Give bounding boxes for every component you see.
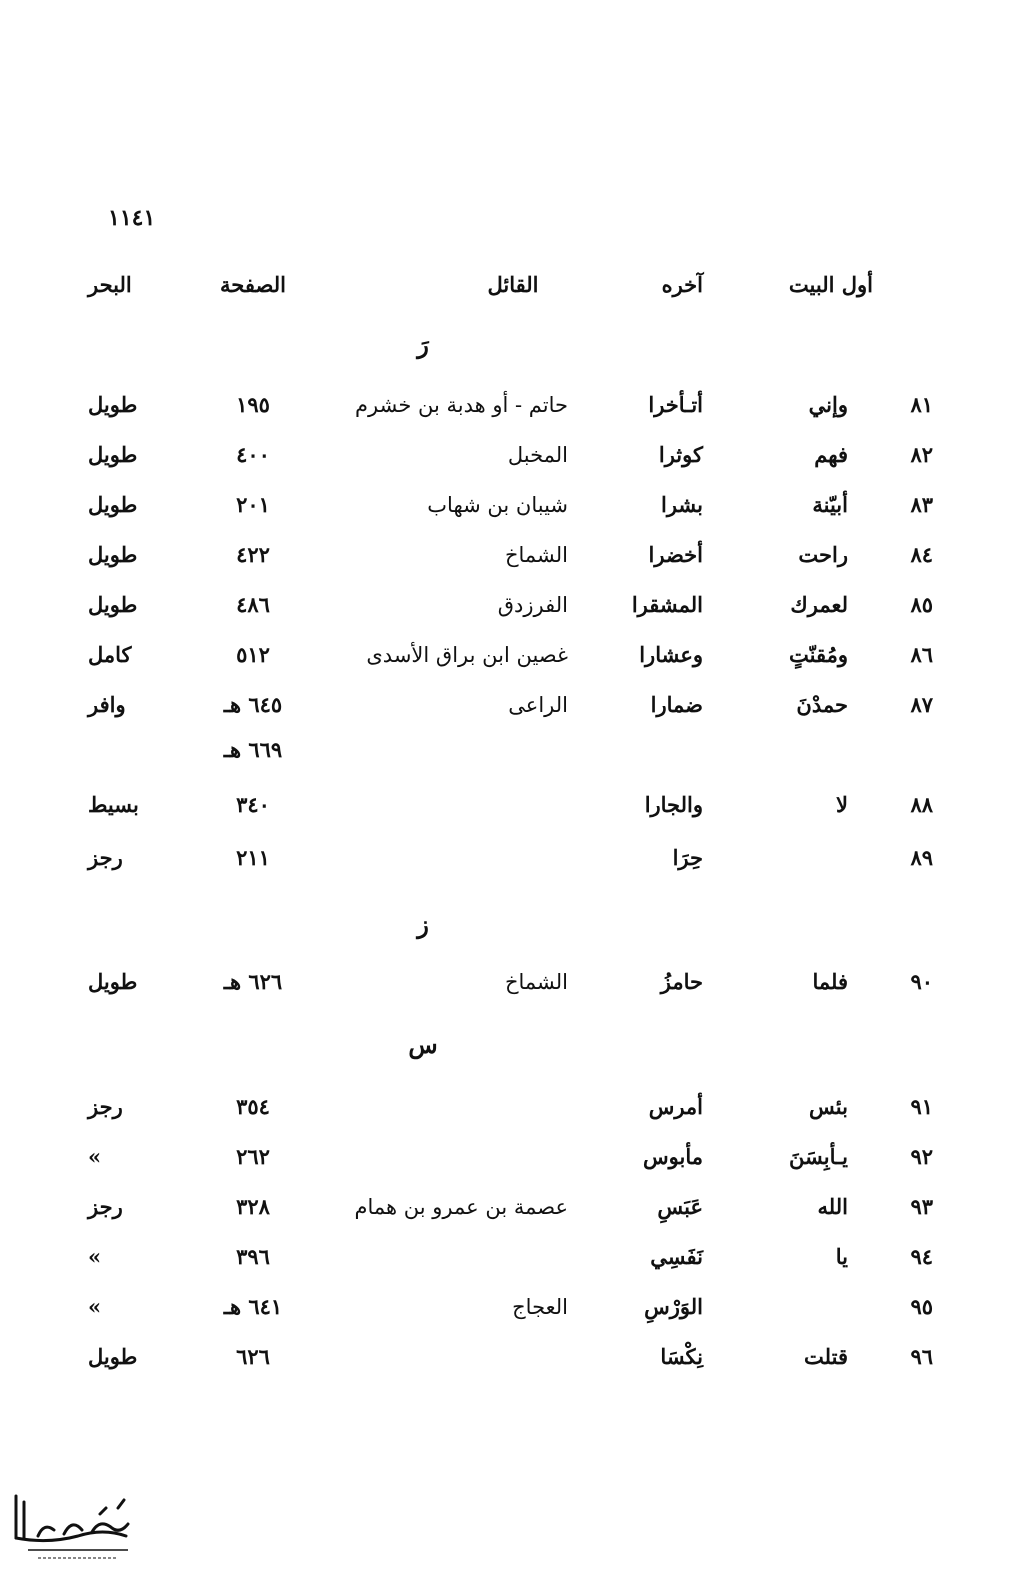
row-number: ٩٥ (910, 1294, 933, 1319)
row-first: الله (817, 1194, 848, 1219)
row-number: ٨٤ (910, 542, 933, 567)
table-row (0, 838, 1013, 878)
publisher-logo (8, 1478, 138, 1568)
table-row (0, 385, 1013, 425)
table-row (0, 635, 1013, 675)
table-row (0, 1137, 1013, 1177)
row-poet: حاتم - أو هدبة بن خشرم (355, 393, 568, 417)
row-first: حمدْنَ (796, 692, 848, 717)
row-page: ٥١٢ (236, 642, 270, 667)
row-meter: » (88, 1294, 102, 1319)
row-number: ٨١ (910, 392, 933, 417)
section-heading (0, 325, 1013, 365)
row-number: ٨٢ (910, 442, 933, 467)
row-meter: بسيط (88, 792, 139, 817)
row-page: ٤٨٦ (236, 592, 270, 617)
row-number: ٨٩ (910, 845, 933, 870)
row-poet: الشماخ (504, 543, 568, 567)
row-poet: الفرزدق (497, 593, 568, 617)
section-letter: س (408, 1030, 438, 1059)
row-meter: رجز (88, 1194, 123, 1219)
table-row (0, 535, 1013, 575)
row-number: ٩٤ (910, 1244, 933, 1269)
row-page: ٣٢٨ (236, 1194, 270, 1219)
table-row (0, 730, 1013, 770)
table-row (0, 785, 1013, 825)
section-letter: رَ (417, 330, 429, 359)
row-meter: طويل (88, 969, 138, 994)
row-meter: رجز (88, 845, 123, 870)
table-row (0, 1237, 1013, 1277)
row-poet: المخبل (507, 443, 568, 467)
row-last: ضمارا (650, 692, 703, 717)
row-first: ومُقنّتٍ (789, 642, 848, 667)
row-page: ١٩٥ (236, 392, 270, 417)
row-page: ٤٠٠ (236, 442, 270, 467)
row-meter: طويل (88, 392, 138, 417)
row-first: قتلت (804, 1344, 848, 1369)
row-first: بئس (809, 1094, 848, 1119)
row-last: كوثرا (658, 442, 703, 467)
row-last: نِكْسَا (660, 1344, 703, 1369)
row-page: ٦٦٩ هـ (223, 737, 283, 762)
row-meter: كامل (88, 642, 132, 667)
row-number: ٨٨ (910, 792, 933, 817)
page-number: ١١٤١ (108, 205, 156, 231)
row-page: ٦٤١ هـ (223, 1294, 283, 1319)
row-last: بشرا (661, 492, 703, 517)
header-page: الصفحة (220, 272, 286, 297)
table-row (0, 435, 1013, 475)
row-poet: شيبان بن شهاب (427, 493, 568, 517)
table-row (0, 1087, 1013, 1127)
row-first: راحت (798, 542, 848, 567)
section-letter: ز (417, 910, 429, 939)
row-first: فهم (814, 442, 848, 467)
row-page: ٢٠١ (236, 492, 270, 517)
row-meter: طويل (88, 1344, 138, 1369)
row-number: ٨٥ (910, 592, 933, 617)
row-number: ٩٣ (910, 1194, 933, 1219)
row-last: حِرَا (672, 845, 703, 870)
row-meter: طويل (88, 592, 138, 617)
row-last: الوَرْسِ (644, 1294, 703, 1319)
table-row (0, 585, 1013, 625)
row-last: أمرس (648, 1094, 703, 1119)
row-page: ٣٤٠ (236, 792, 270, 817)
row-page: ٢١١ (236, 845, 270, 870)
row-page: ٦٤٥ هـ (223, 692, 283, 717)
table-row (0, 1187, 1013, 1227)
row-meter: » (88, 1144, 102, 1169)
table-row (0, 1287, 1013, 1327)
table-row (0, 1337, 1013, 1377)
row-meter: طويل (88, 542, 138, 567)
row-last: حامزُ (660, 969, 703, 994)
row-meter: » (88, 1244, 102, 1269)
row-first: يا (835, 1244, 848, 1269)
row-page: ٤٢٢ (236, 542, 270, 567)
row-page: ٢٦٢ (236, 1144, 270, 1169)
row-first: فلما (812, 969, 848, 994)
header-poet: القائل (487, 272, 539, 297)
row-page: ٣٩٦ (236, 1244, 270, 1269)
row-page: ٦٢٦ هـ (223, 969, 283, 994)
row-poet: عصمة بن عمرو بن همام (354, 1195, 568, 1219)
row-last: أخضرا (648, 542, 703, 567)
table-row (0, 485, 1013, 525)
row-last: نَفَسِي (650, 1244, 703, 1269)
row-number: ٩٢ (910, 1144, 933, 1169)
row-poet: الشماخ (504, 970, 568, 994)
row-first: لا (836, 792, 848, 817)
row-meter: طويل (88, 442, 138, 467)
row-number: ٨٣ (910, 492, 933, 517)
row-last: عَبَسِ (657, 1194, 703, 1219)
row-last: وعشارا (639, 642, 703, 667)
row-last: المشقرا (631, 592, 703, 617)
row-page: ٦٢٦ (236, 1344, 270, 1369)
section-heading (0, 1025, 1013, 1065)
row-poet: غصين ابن براق الأسدى (366, 643, 568, 667)
row-last: أتـأخرا (648, 392, 703, 417)
row-poet: الراعى (508, 693, 568, 717)
row-number: ٩٠ (910, 969, 933, 994)
row-meter: طويل (88, 492, 138, 517)
row-poet: العجاج (512, 1295, 568, 1319)
row-number: ٨٦ (910, 642, 933, 667)
row-page: ٣٥٤ (236, 1094, 270, 1119)
row-first: لعمرك (790, 592, 848, 617)
table-header (0, 265, 1013, 305)
row-number: ٩١ (910, 1094, 933, 1119)
row-first: وإني (808, 392, 848, 417)
row-number: ٨٧ (910, 692, 933, 717)
row-first: أبيّنة (812, 492, 848, 517)
row-number: ٩٦ (910, 1344, 933, 1369)
section-heading (0, 905, 1013, 945)
row-meter: رجز (88, 1094, 123, 1119)
header-last: آخره (661, 272, 703, 297)
row-meter: وافر (88, 692, 126, 717)
header-meter: البحر (88, 272, 132, 297)
table-row (0, 962, 1013, 1002)
header-first: أول البيت (788, 272, 873, 297)
table-row (0, 685, 1013, 725)
row-first: يـأبِسَنَ (789, 1144, 848, 1169)
row-last: مأبوس (643, 1144, 703, 1169)
row-last: والجارا (644, 792, 703, 817)
